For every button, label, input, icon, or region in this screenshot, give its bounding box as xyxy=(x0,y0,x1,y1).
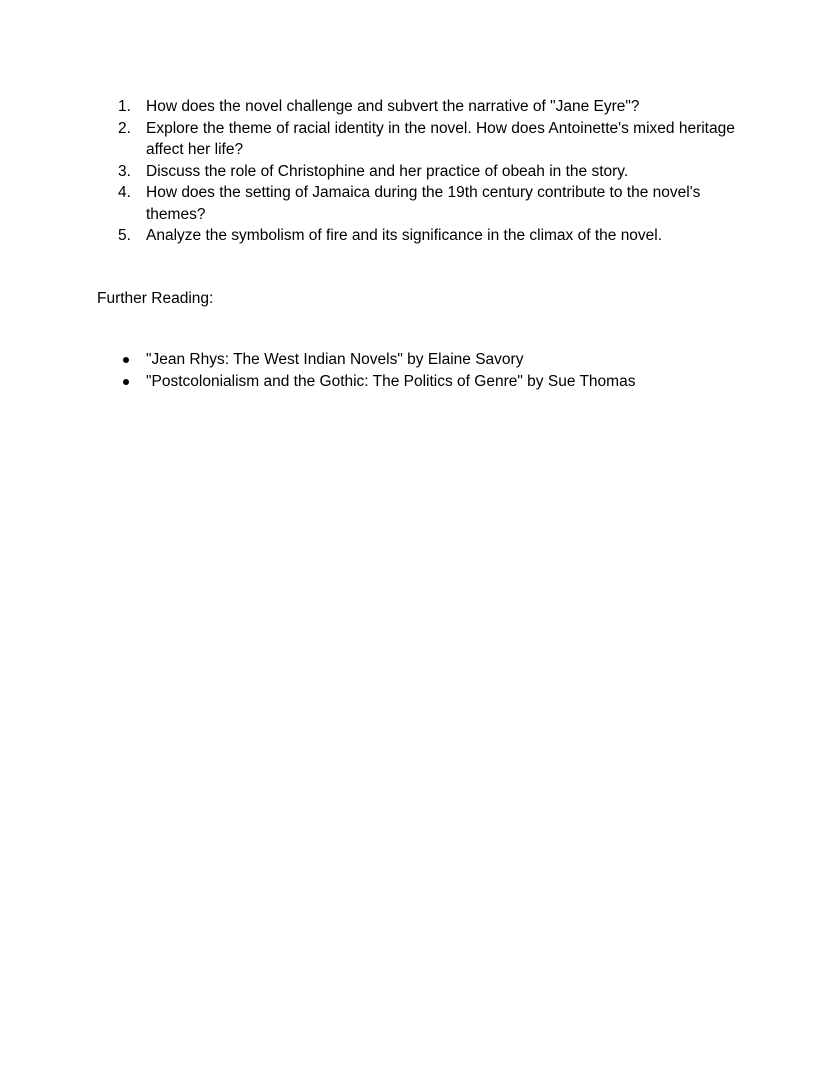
reading-text: "Jean Rhys: The West Indian Novels" by Elaine Savory xyxy=(146,351,524,368)
list-item xyxy=(118,371,758,393)
list-number: 3. xyxy=(118,162,131,180)
discussion-questions-list xyxy=(118,96,758,247)
list-item xyxy=(118,182,758,225)
bullet-icon xyxy=(123,357,129,363)
list-item xyxy=(118,349,758,371)
list-item xyxy=(118,161,758,183)
list-item xyxy=(118,225,758,247)
list-number: 5. xyxy=(118,227,131,244)
question-text: Analyze the symbolism of fire and its significance in the climax of the novel. xyxy=(146,227,663,244)
list-number: 1. xyxy=(118,98,131,115)
question-text: Explore the theme of racial identity in the novel. How does Antoinette's mixed heritage affect her life? xyxy=(146,119,735,158)
further-reading-heading: Further Reading: xyxy=(97,290,214,307)
bullet-icon xyxy=(123,379,129,385)
question-text: Discuss the role of Christophine and her practice of obeah in the story. xyxy=(146,162,629,180)
list-item xyxy=(118,118,758,161)
further-reading-list xyxy=(118,349,758,392)
reading-text: "Postcolonialism and the Gothic: The Politics of Genre" by Sue Thomas xyxy=(146,372,636,390)
question-text: How does the setting of Jamaica during the 19th century contribute to the novel's themes? xyxy=(146,184,701,223)
list-item xyxy=(118,96,758,118)
list-number: 4. xyxy=(118,184,131,201)
list-number: 2. xyxy=(118,119,131,137)
question-text: How does the novel challenge and subvert the narrative of "Jane Eyre"? xyxy=(146,98,640,115)
